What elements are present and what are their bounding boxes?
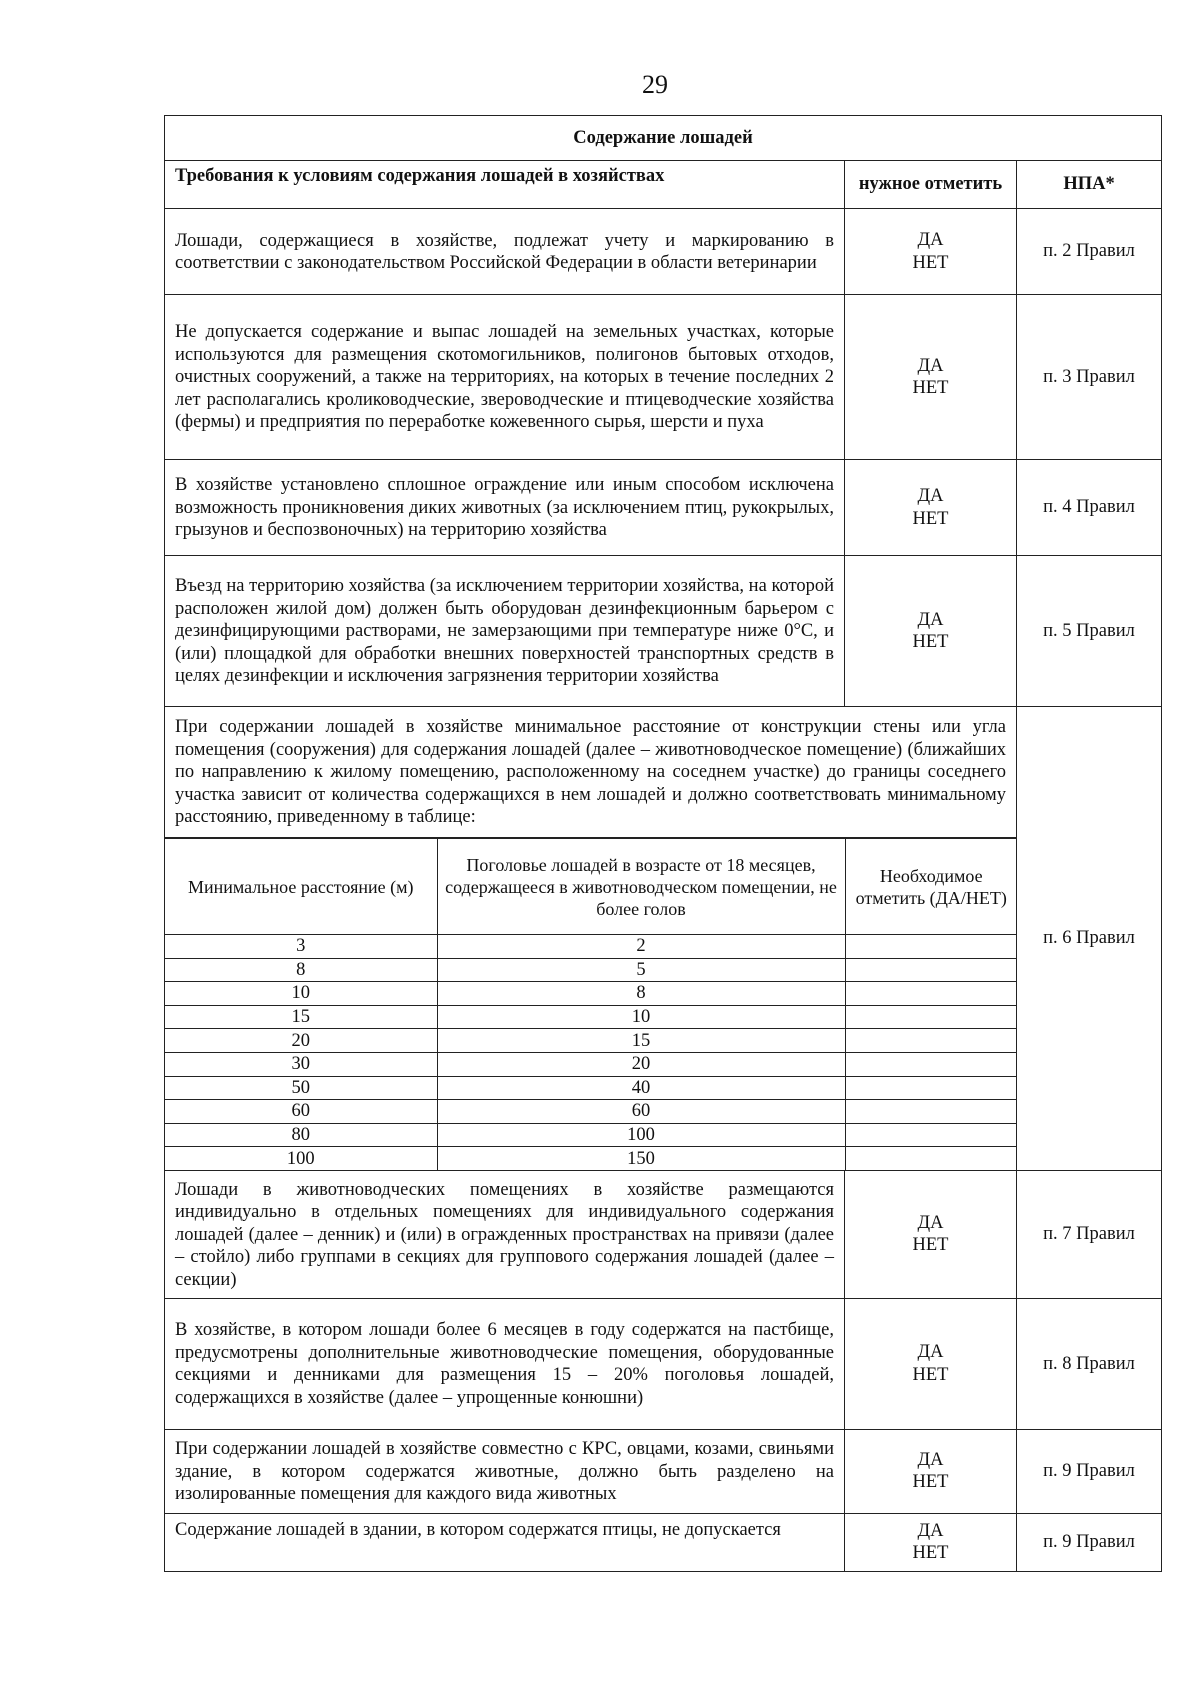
yes-option[interactable]: ДА xyxy=(917,486,944,506)
headcount-column-header: Поголовье лошадей в возрасте от 18 месяцев, содержащееся в животноводческом помещении, не более голов xyxy=(437,839,845,935)
headcount-value: 20 xyxy=(437,1052,845,1076)
headcount-value: 10 xyxy=(437,1005,845,1029)
header-requirements: Требования к условиям содержания лошадей в хозяйствах xyxy=(165,161,845,209)
requirement-row xyxy=(165,209,1162,295)
distance-value: 20 xyxy=(165,1029,437,1053)
mark-cell[interactable] xyxy=(845,1147,1017,1170)
headcount-value: 2 xyxy=(437,935,845,959)
requirement-text: При содержании лошадей в хозяйстве совместно с КРС, овцами, козами, свиньями здание, в котором содержатся животные, должно быть разделено на изолированные помещения для каждого вида животных xyxy=(165,1429,845,1513)
yes-no-choice[interactable] xyxy=(845,556,1017,707)
requirement-text: Лошади, содержащиеся в хозяйстве, подлежат учету и маркированию в соответствии с законодательством Российской Федерации в области ветеринарии xyxy=(165,209,845,295)
requirement-text: Не допускается содержание и выпас лошадей на земельных участках, которые используются для размещения скотомогильников, полигонов бытовых отходов, очистных сооружений, а также на территориях, на которых в течение последних 2 лет располагались кролиководческие, звероводческие и птицеводческие хозяйства (фермы) и предприятия по переработке кожевенного сырья, шерсти и пуха xyxy=(165,295,845,460)
distance-row xyxy=(165,958,1017,982)
no-option[interactable]: НЕТ xyxy=(912,508,949,529)
yes-option[interactable]: ДА xyxy=(917,1449,944,1470)
distance-requirement-text: При содержании лошадей в хозяйстве минимальное расстояние от конструкции стены или угла помещения (сооружения) для содержания лошадей (далее – животноводческое помещение) (ближайших по направлению к жилому помещению, расположенному на соседнем участке) до границы соседнего участка зависит от количества содержащихся в нем лошадей и должно соответствовать минимальному расстоянию, приведенному в таблице: xyxy=(165,707,1017,838)
distance-value: 60 xyxy=(165,1100,437,1124)
yes-option[interactable]: ДА xyxy=(917,355,944,376)
distance-column-header: Минимальное расстояние (м) xyxy=(165,839,437,935)
distance-value: 100 xyxy=(165,1147,437,1170)
distance-row xyxy=(165,1076,1017,1100)
mark-cell[interactable] xyxy=(845,935,1017,959)
distance-value: 80 xyxy=(165,1123,437,1147)
distance-row xyxy=(165,1005,1017,1029)
distance-value: 10 xyxy=(165,982,437,1006)
headcount-value: 15 xyxy=(437,1029,845,1053)
requirement-row xyxy=(165,295,1162,460)
mark-cell[interactable] xyxy=(845,1052,1017,1076)
requirements-table xyxy=(164,115,1162,1572)
yes-no-choice[interactable] xyxy=(845,1429,1017,1513)
requirement-text: В хозяйстве установлено сплошное ограждение или иным способом исключена возможность проникновения диких животных (за исключением птиц, рукокрылых, грызунов и беспозвоночных) на территорию хозяйства xyxy=(165,460,845,556)
requirement-text: Въезд на территорию хозяйства (за исключением территории хозяйства, на которой расположен жилой дом) должен быть оборудован дезинфекционным барьером с дезинфицирующими растворами, не замерзающими при температуре ниже 0°С, и (или) площадкой для обработки внешних поверхностей транспортных средств в целях дезинфекции и исключения загрязнения территории хозяйства xyxy=(165,556,845,707)
no-option[interactable]: НЕТ xyxy=(912,1472,949,1493)
distance-row xyxy=(165,1123,1017,1147)
distance-table-cell xyxy=(165,838,1017,1171)
yes-no-choice[interactable] xyxy=(845,1513,1017,1571)
distance-row xyxy=(165,935,1017,959)
headcount-value: 60 xyxy=(437,1100,845,1124)
requirement-text: В хозяйстве, в котором лошади более 6 месяцев в году содержатся на пастбище, предусмотрены дополнительные животноводческие помещения, оборудованные секциями и денниками для размещения 15 – 20% поголовья лошадей, содержащихся в хозяйстве (далее – упрощенные конюшни) xyxy=(165,1298,845,1429)
headcount-value: 5 xyxy=(437,958,845,982)
distance-value: 15 xyxy=(165,1005,437,1029)
yes-no-choice[interactable] xyxy=(845,1170,1017,1298)
mark-cell[interactable] xyxy=(845,1123,1017,1147)
distance-value: 8 xyxy=(165,958,437,982)
distance-row xyxy=(165,1147,1017,1170)
npa-reference: п. 2 Правил xyxy=(1017,209,1162,295)
distance-row xyxy=(165,1100,1017,1124)
no-option[interactable]: НЕТ xyxy=(912,1543,949,1564)
yes-option[interactable]: ДА xyxy=(917,1342,944,1363)
npa-reference: п. 3 Правил xyxy=(1017,295,1162,460)
distance-requirement-row xyxy=(165,707,1162,838)
headcount-value: 40 xyxy=(437,1076,845,1100)
header-mark: нужное отметить xyxy=(845,161,1017,209)
requirement-row xyxy=(165,460,1162,556)
no-option[interactable]: НЕТ xyxy=(912,252,949,273)
npa-reference: п. 9 Правил xyxy=(1017,1513,1162,1571)
headcount-value: 8 xyxy=(437,982,845,1006)
requirement-row xyxy=(165,1513,1162,1571)
yes-no-choice[interactable] xyxy=(845,295,1017,460)
yes-option[interactable]: ДА xyxy=(917,1520,944,1541)
mark-cell[interactable] xyxy=(845,1076,1017,1100)
no-option[interactable]: НЕТ xyxy=(912,378,949,398)
requirement-text: Лошади в животноводческих помещениях в хозяйстве размещаются индивидуально в отдельных помещениях для индивидуального содержания лошадей (далее – денник) и (или) в огражденных пространствах на привязи (далее – стойло) либо группами в секциях для группового содержания лошадей (далее – секции) xyxy=(165,1170,845,1298)
yes-no-choice[interactable] xyxy=(845,1298,1017,1429)
headcount-value: 150 xyxy=(437,1147,845,1170)
npa-reference: п. 9 Правил xyxy=(1017,1429,1162,1513)
yes-no-choice[interactable] xyxy=(845,460,1017,556)
distance-row xyxy=(165,1029,1017,1053)
npa-reference: п. 8 Правил xyxy=(1017,1298,1162,1429)
no-option[interactable]: НЕТ xyxy=(912,1235,949,1256)
document-title: Содержание лошадей xyxy=(165,116,1162,161)
no-option[interactable]: НЕТ xyxy=(912,632,949,652)
mark-cell[interactable] xyxy=(845,1005,1017,1029)
header-npa: НПА* xyxy=(1017,161,1162,209)
requirement-row xyxy=(165,556,1162,707)
distance-value: 50 xyxy=(165,1076,437,1100)
yes-option[interactable]: ДА xyxy=(917,1212,944,1233)
distance-table xyxy=(165,838,1017,1170)
distance-value: 30 xyxy=(165,1052,437,1076)
requirement-row xyxy=(165,1429,1162,1513)
mark-column-header: Необходимое отметить (ДА/НЕТ) xyxy=(845,839,1017,935)
mark-cell[interactable] xyxy=(845,1100,1017,1124)
no-option[interactable]: НЕТ xyxy=(912,1364,949,1385)
npa-reference: п. 7 Правил xyxy=(1017,1170,1162,1298)
yes-option[interactable]: ДА xyxy=(917,230,944,250)
distance-row xyxy=(165,1052,1017,1076)
requirement-text: Содержание лошадей в здании, в котором содержатся птицы, не допускается xyxy=(165,1513,845,1571)
requirement-row xyxy=(165,1298,1162,1429)
npa-reference: п. 6 Правил xyxy=(1017,707,1162,1171)
requirement-row xyxy=(165,1170,1162,1298)
yes-no-choice[interactable] xyxy=(845,209,1017,295)
npa-reference: п. 5 Правил xyxy=(1017,556,1162,707)
distance-value: 3 xyxy=(165,935,437,959)
mark-cell[interactable] xyxy=(845,982,1017,1006)
headcount-value: 100 xyxy=(437,1123,845,1147)
npa-reference: п. 4 Правил xyxy=(1017,460,1162,556)
distance-row xyxy=(165,982,1017,1006)
mark-cell[interactable] xyxy=(845,1029,1017,1053)
yes-option[interactable]: ДА xyxy=(917,609,944,630)
page-number: 29 xyxy=(642,70,668,99)
mark-cell[interactable] xyxy=(845,958,1017,982)
